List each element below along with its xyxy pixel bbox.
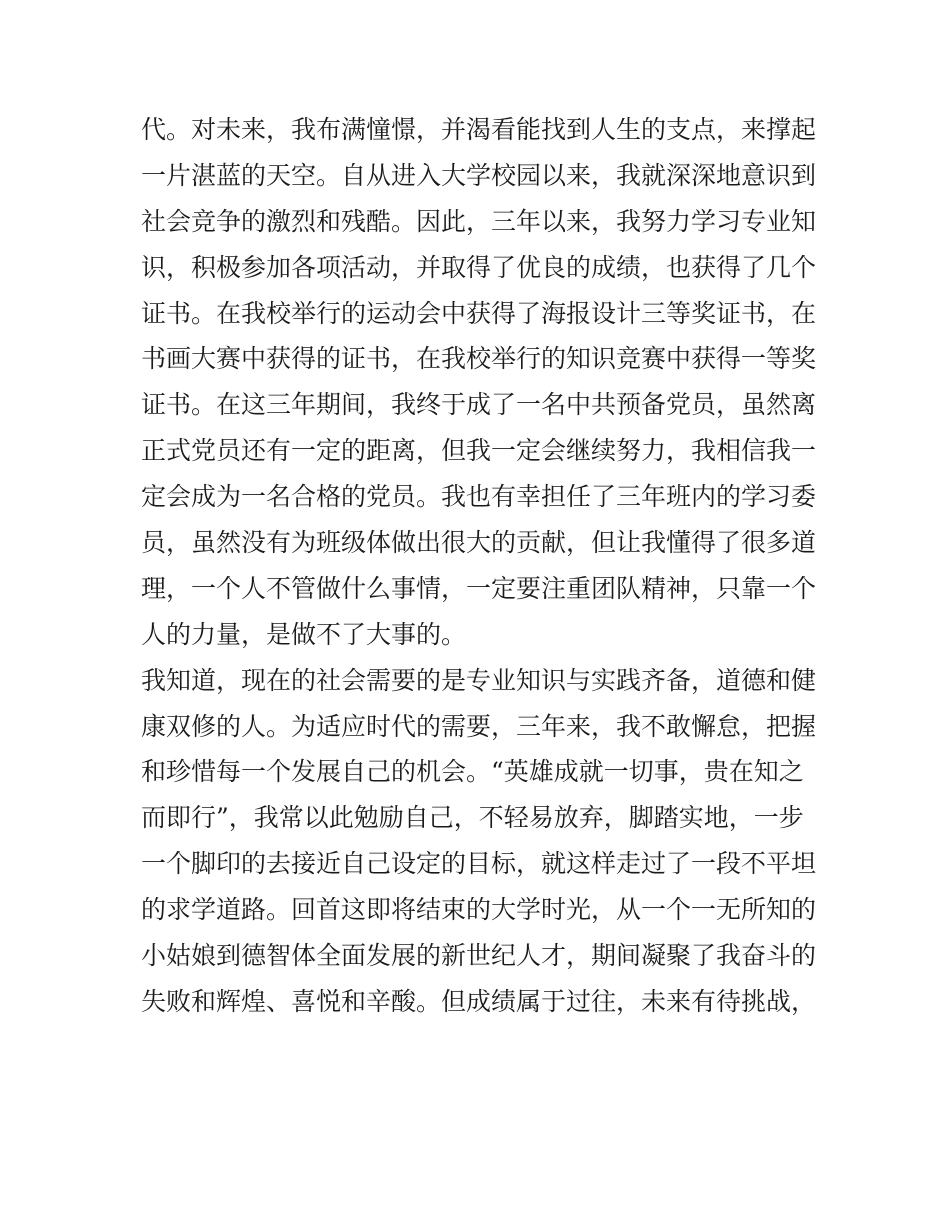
paragraph-achievements — [141, 107, 821, 658]
body-text — [141, 107, 821, 1025]
text-line: 员，虽然没有为班级体做出很大的贡献，但让我懂得了很多道 — [141, 528, 817, 558]
text-line: 一片湛蓝的天空。自从进入大学校园以来，我就深深地意识到 — [141, 160, 817, 190]
text-line: 的求学道路。回首这即将结束的大学时光，从一个一无所知的 — [141, 895, 817, 925]
text-line: 书画大赛中获得的证书，在我校举行的知识竞赛中获得一等奖 — [141, 344, 817, 374]
text-line: 理，一个人不管做什么事情，一定要注重团队精神，只靠一个 — [141, 573, 817, 603]
text-line: 证书。在这三年期间，我终于成了一名中共预备党员，虽然离 — [141, 390, 817, 420]
text-line: 社会竞争的激烈和残酷。因此，三年以来，我努力学习专业知 — [141, 206, 817, 236]
text-line: 证书。在我校举行的运动会中获得了海报设计三等奖证书，在 — [141, 298, 817, 328]
text-line: 识，积极参加各项活动，并取得了优良的成绩，也获得了几个 — [141, 252, 817, 282]
text-line: 定会成为一名合格的党员。我也有幸担任了三年班内的学习委 — [141, 482, 817, 512]
text-line: 小姑娘到德智体全面发展的新世纪人才，期间凝聚了我奋斗的 — [141, 941, 817, 971]
text-line: 我知道，现在的社会需要的是专业知识与实践齐备，道德和健 — [141, 665, 817, 695]
text-line: 代。对未来，我布满憧憬，并渴看能找到人生的支点，来撑起 — [141, 115, 817, 144]
text-line: 康双修的人。为适应时代的需要，三年来，我不敢懈怠，把握 — [141, 711, 817, 741]
text-line: 和珍惜每一个发展自己的机会。“英雄成就一切事，贵在知之 — [141, 757, 804, 787]
text-line: 而即行”，我常以此勉励自己，不轻易放弃，脚踏实地，一步 — [141, 803, 804, 833]
text-line: 正式党员还有一定的距离，但我一定会继续努力，我相信我一 — [141, 436, 817, 466]
text-line: 人的力量，是做不了大事的。 — [141, 619, 467, 649]
text-line: 失败和辉煌、喜悦和辛酸。但成绩属于过往，未来有待挑战， — [141, 986, 817, 1016]
text-line: 一个脚印的去接近自己设定的目标，就这样走过了一段不平坦 — [141, 849, 817, 879]
paragraph-reflection — [141, 658, 821, 1025]
